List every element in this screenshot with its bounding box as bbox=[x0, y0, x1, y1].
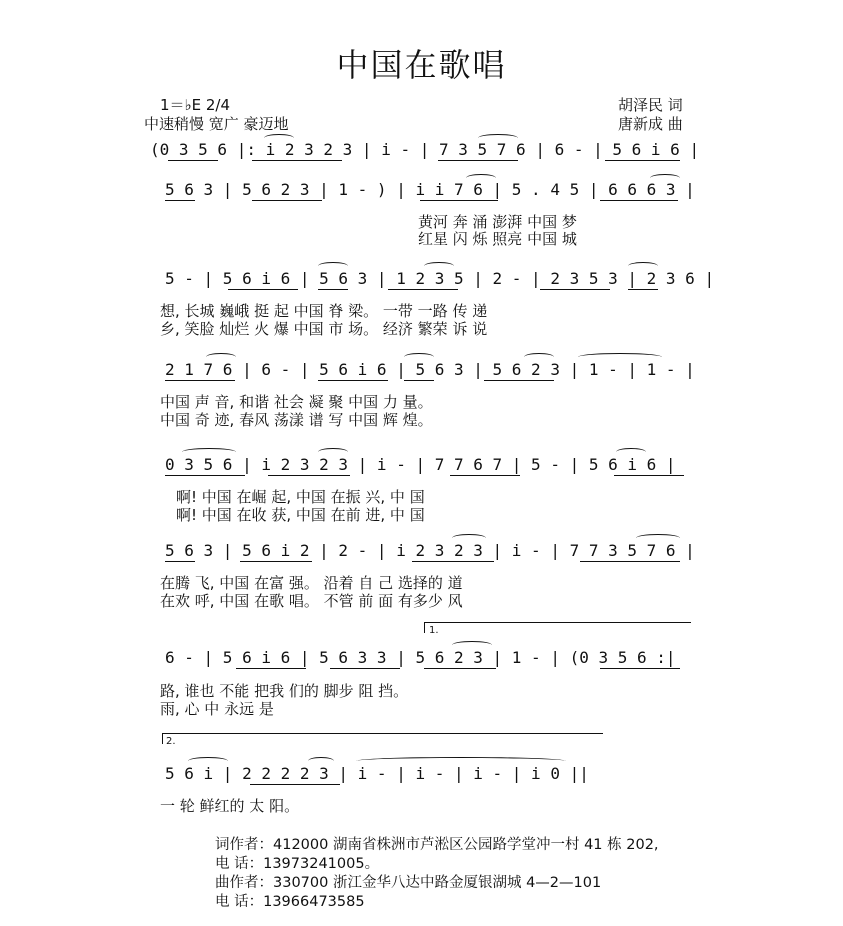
slur bbox=[478, 134, 518, 142]
slur bbox=[206, 353, 236, 361]
score-line-2-notation: 5 6 3 | 5 6 2 3 | 1 - ) | i i 7 6 | 5 . 4 5 | 6 6 6 3 | bbox=[165, 180, 695, 199]
slur bbox=[318, 262, 348, 270]
slur bbox=[452, 641, 492, 649]
score-line-5-lyric-1: 啊! 中国 在崛 起, 中国 在振 兴, 中 国 bbox=[176, 488, 425, 506]
beat-underline bbox=[600, 200, 678, 201]
slur bbox=[424, 262, 454, 270]
score-line-6-lyric-1: 在腾 飞, 中国 在富 强。 沿着 自 己 选择的 道 bbox=[160, 574, 463, 592]
lyricist-address: 词作者：412000 湖南省株洲市芦淞区公园路学堂冲一村 41 栋 202, bbox=[215, 837, 659, 853]
beat-underline bbox=[614, 475, 684, 476]
beat-underline bbox=[540, 289, 610, 290]
score-line-1-notation: (0 3 5 6 |: i 2 3 2 3 | i - | 7 3 5 7 6 | 6 - | 5 6 i 6 | bbox=[150, 140, 700, 159]
volta-label-2: 2. bbox=[166, 736, 176, 747]
slur bbox=[188, 757, 228, 765]
slur bbox=[308, 757, 334, 765]
beat-underline bbox=[318, 380, 388, 381]
score-line-2-lyric-2: 红星 闪 烁 照亮 中国 城 bbox=[418, 230, 577, 248]
score-line-3-lyric-2: 乡, 笑脸 灿烂 火 爆 中国 市 场。 经济 繁荣 诉 说 bbox=[160, 320, 488, 338]
beat-underline bbox=[605, 160, 680, 161]
beat-underline bbox=[450, 475, 520, 476]
score-line-4-lyric-1: 中国 声 音, 和谐 社会 凝 聚 中国 力 量。 bbox=[160, 393, 433, 411]
beat-underline bbox=[165, 561, 195, 562]
beat-underline bbox=[252, 160, 342, 161]
beat-underline bbox=[165, 475, 245, 476]
slur bbox=[628, 262, 658, 270]
slur bbox=[616, 448, 646, 456]
beat-underline bbox=[484, 380, 554, 381]
volta-bracket-1 bbox=[424, 622, 691, 633]
volta-bracket-2 bbox=[162, 733, 603, 744]
beat-underline bbox=[250, 784, 340, 785]
slur bbox=[404, 353, 434, 361]
beat-underline bbox=[628, 289, 658, 290]
beat-underline bbox=[165, 380, 235, 381]
beat-underline bbox=[252, 200, 322, 201]
score-line-3-lyric-1: 想, 长城 巍峨 挺 起 中国 脊 梁。 一带 一路 传 递 bbox=[160, 302, 488, 320]
beat-underline bbox=[580, 561, 680, 562]
lyricist-credit: 胡泽民 词 bbox=[618, 96, 683, 114]
beat-underline bbox=[438, 160, 518, 161]
beat-underline bbox=[404, 380, 434, 381]
composer-phone: 电 话：13966473585 bbox=[215, 894, 365, 910]
beat-underline bbox=[388, 289, 458, 290]
beat-underline bbox=[600, 668, 680, 669]
composer-address: 曲作者：330700 浙江金华八达中路金厦银湖城 4—2—101 bbox=[215, 875, 602, 891]
slur bbox=[524, 353, 554, 361]
lyricist-phone: 电 话：13973241005。 bbox=[215, 856, 380, 872]
slur bbox=[636, 534, 680, 542]
slur bbox=[466, 174, 496, 182]
beat-underline bbox=[228, 289, 298, 290]
score-line-8-lyric-1: 一 轮 鲜红的 太 阳。 bbox=[160, 797, 300, 815]
score-line-3-notation: 5 - | 5 6 i 6 | 5 6 3 | 1 2 3 5 | 2 - | 2 3 5 3 | 2 3 6 | bbox=[165, 269, 715, 288]
beat-underline bbox=[330, 668, 400, 669]
slur bbox=[452, 534, 486, 542]
beat-underline bbox=[318, 289, 348, 290]
beat-underline bbox=[165, 200, 195, 201]
beat-underline bbox=[424, 668, 496, 669]
score-line-5-notation: 0 3 5 6 | i 2 3 2 3 | i - | 7 7 6 7 | 5 - | 5 6 i 6 | bbox=[165, 455, 676, 474]
composer-credit: 唐新成 曲 bbox=[618, 115, 683, 133]
score-line-7-lyric-2: 雨, 心 中 永远 是 bbox=[160, 700, 274, 718]
beat-underline bbox=[168, 160, 218, 161]
tie bbox=[356, 757, 566, 765]
volta-label-1: 1. bbox=[429, 625, 439, 636]
song-title: 中国在歌唱 bbox=[336, 46, 507, 84]
beat-underline bbox=[412, 561, 494, 562]
tie bbox=[578, 353, 662, 361]
score-line-5-lyric-2: 啊! 中国 在收 获, 中国 在前 进, 中 国 bbox=[176, 506, 425, 524]
score-line-2-lyric-1: 黄河 奔 涌 澎湃 中国 梦 bbox=[418, 213, 577, 231]
slur bbox=[182, 448, 236, 456]
beat-underline bbox=[240, 561, 312, 562]
score-line-4-notation: 2 1 7 6 | 6 - | 5 6 i 6 | 5 6 3 | 5 6 2 3 | 1 - | 1 - | bbox=[165, 360, 695, 379]
key-signature: 1＝♭E 2/4 bbox=[160, 96, 231, 114]
score-line-7-notation: 6 - | 5 6 i 6 | 5 6 3 3 | 5 6 2 3 | 1 - | (0 3 5 6 :| bbox=[165, 648, 676, 667]
beat-underline bbox=[420, 200, 498, 201]
score-line-7-lyric-1: 路, 谁也 不能 把我 们的 脚步 阻 挡。 bbox=[160, 682, 409, 700]
slur bbox=[650, 174, 680, 182]
tempo-marking: 中速稍慢 宽广 豪迈地 bbox=[144, 115, 289, 133]
beat-underline bbox=[236, 668, 306, 669]
score-line-6-lyric-2: 在欢 呼, 中国 在歌 唱。 不管 前 面 有多少 风 bbox=[160, 592, 463, 610]
slur bbox=[318, 448, 348, 456]
score-line-4-lyric-2: 中国 奇 迹, 春风 荡漾 谱 写 中国 辉 煌。 bbox=[160, 411, 433, 429]
score-line-8-notation: 5 6 i | 2 2 2 2 3 | i - | i - | i - | i 0 || bbox=[165, 764, 589, 783]
score-line-6-notation: 5 6 3 | 5 6 i 2 | 2 - | i 2 3 2 3 | i - | 7 7 3 5 7 6 | bbox=[165, 541, 695, 560]
slur bbox=[264, 134, 294, 142]
beat-underline bbox=[268, 475, 350, 476]
